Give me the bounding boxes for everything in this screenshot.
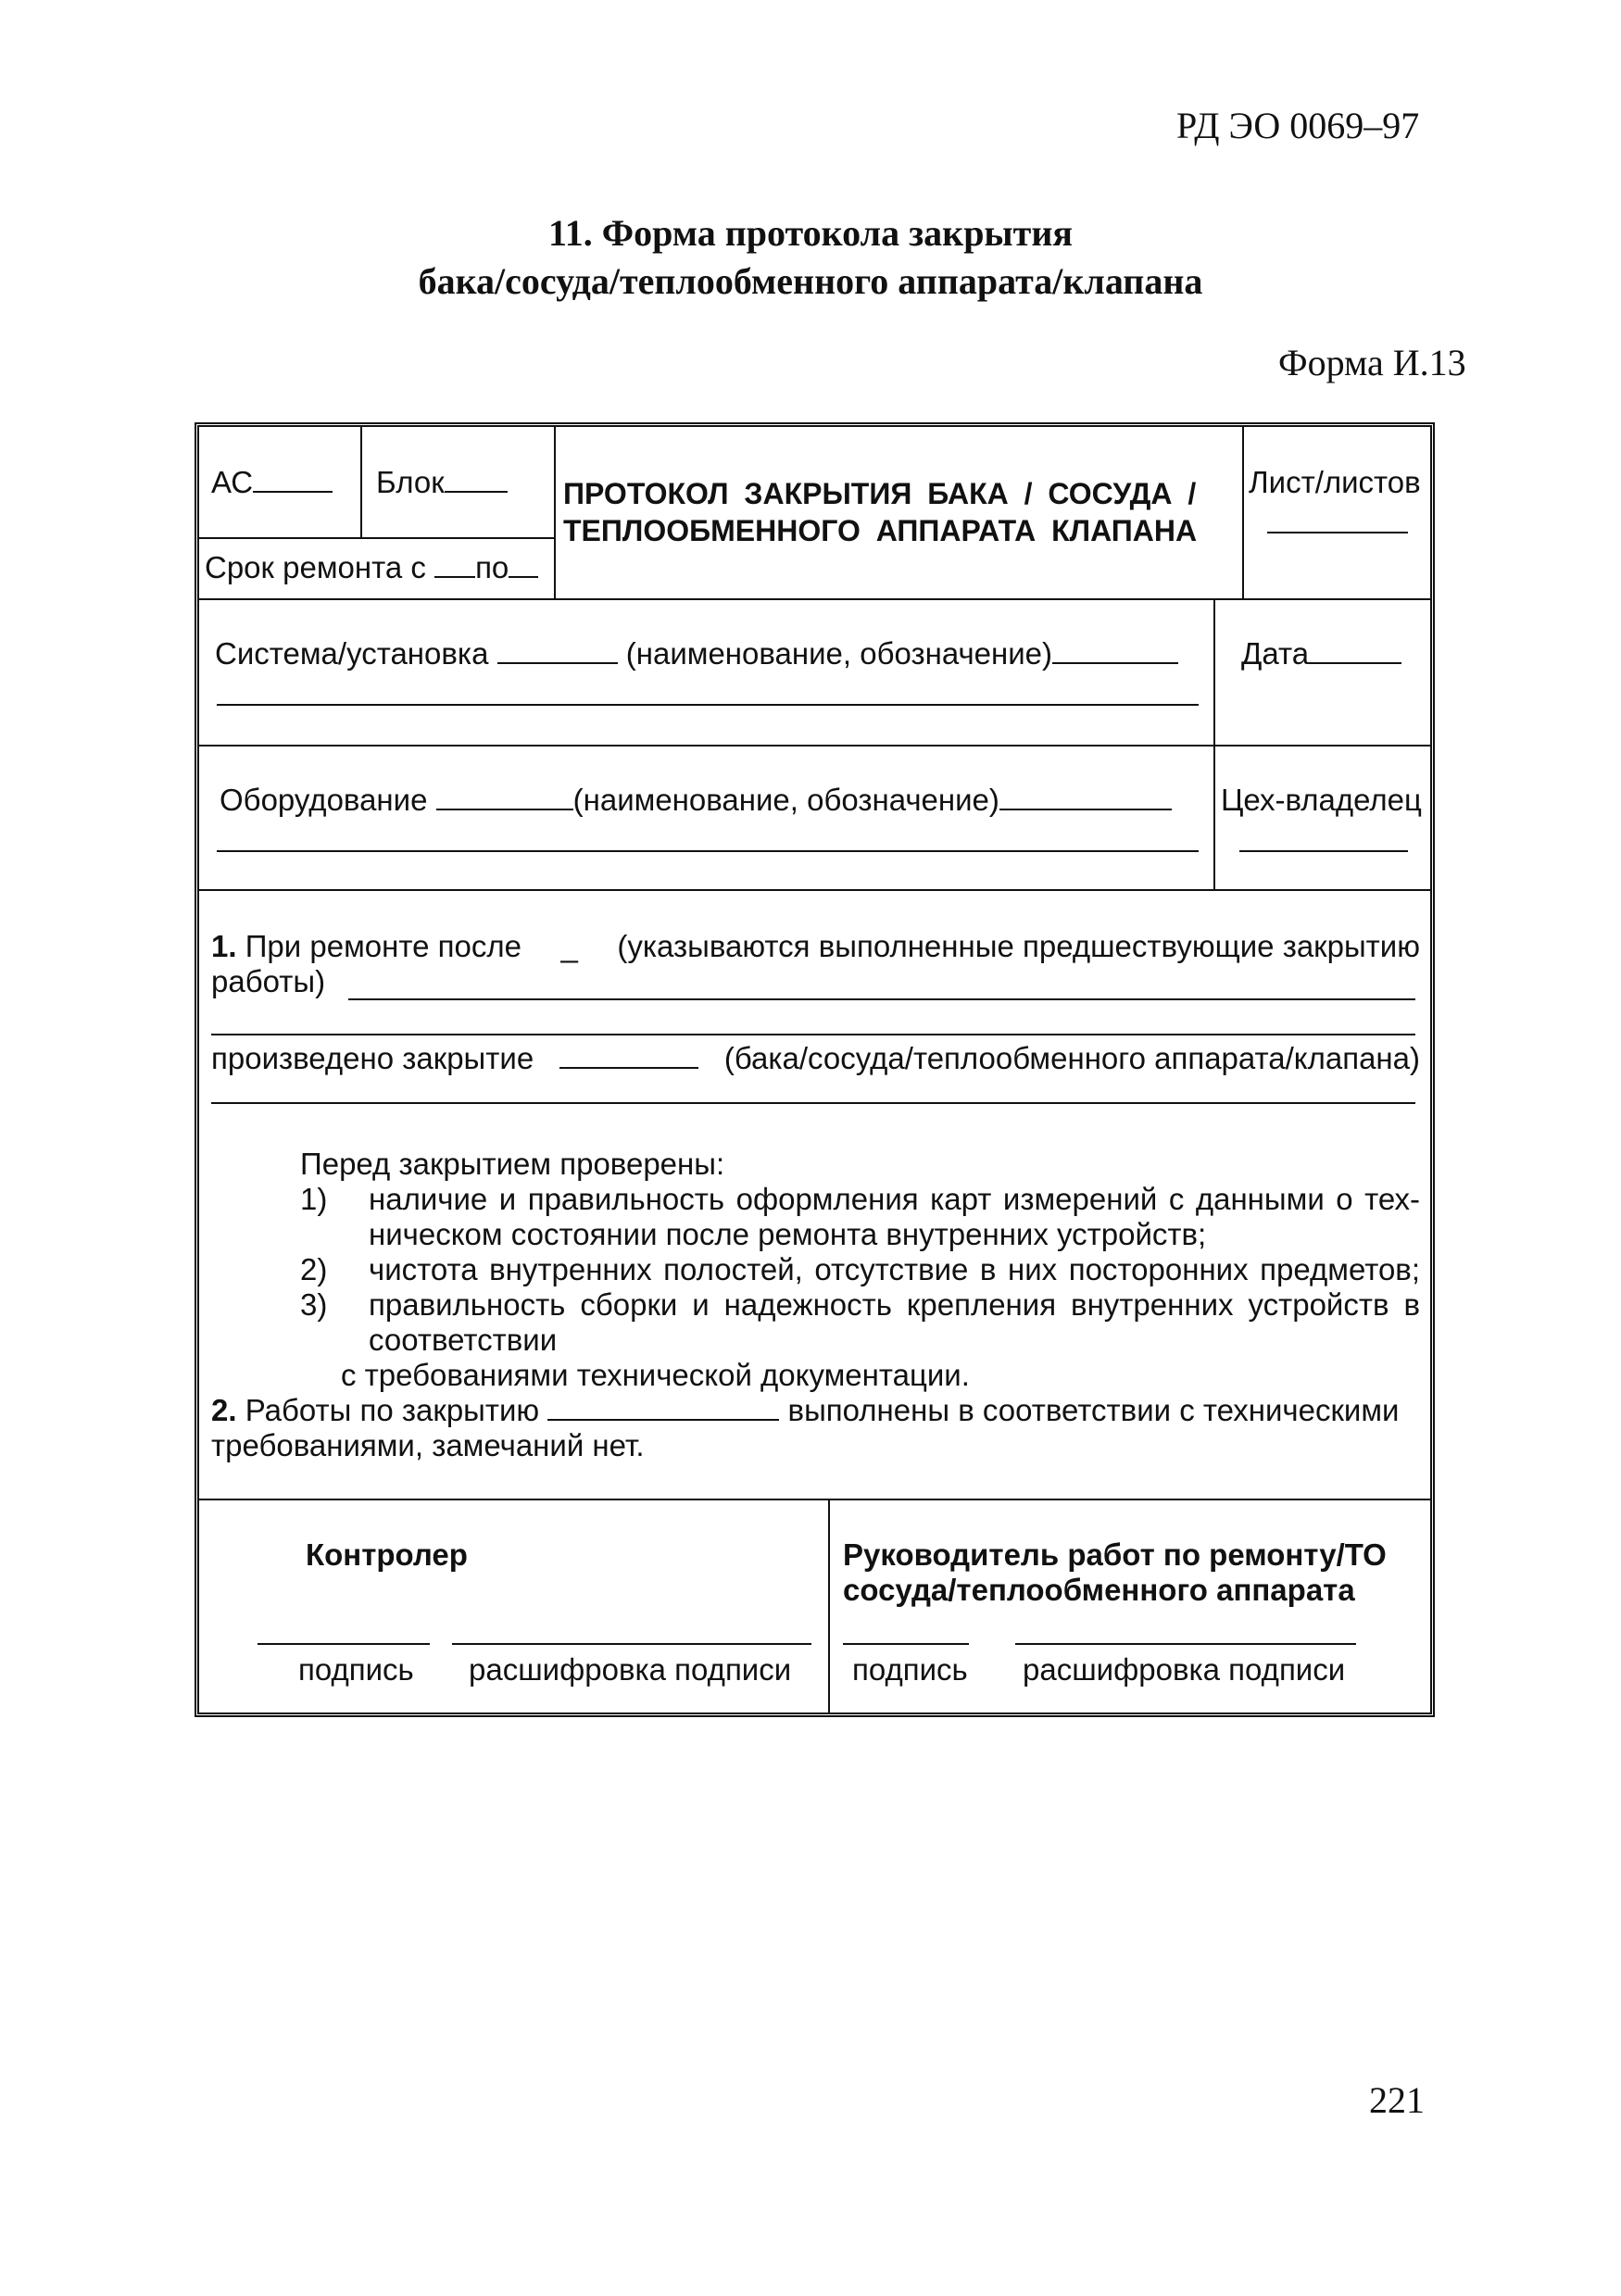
section1-line1: 1. При ремонте после _ (указываются выполненные предшествующие закрытию xyxy=(211,929,1420,963)
divider xyxy=(198,1499,1431,1500)
document-code: РД ЭО 0069–97 xyxy=(1176,105,1420,146)
controller-sign-label: подпись xyxy=(298,1652,414,1687)
section2-line2: требованиями, замечаний нет. xyxy=(211,1428,645,1462)
page-title-line2: бака/сосуда/теплообменного аппарата/клапана xyxy=(418,260,1203,302)
controller-decode-label: расшифровка подписи xyxy=(469,1652,792,1687)
divider xyxy=(360,426,362,539)
equipment-input-line[interactable] xyxy=(217,850,1199,852)
as-label: АС xyxy=(211,465,254,499)
section2-line1: 2. Работы по закрытию выполнены в соответствии с техническими xyxy=(211,1393,1400,1427)
divider xyxy=(198,745,1431,747)
controller-sign-line[interactable] xyxy=(258,1643,430,1645)
section1-closure: произведено закрытие (бака/сосуда/теплообменного аппарата/клапана) xyxy=(211,1041,1420,1075)
check-2-line1: чистота внутренних полостей, отсутствие в них посторонних предметов; xyxy=(369,1252,1420,1286)
equipment-hint: (наименование, обозначение) xyxy=(572,783,999,817)
divider xyxy=(198,598,1431,600)
system-hint: (наименование, обозначение) xyxy=(625,636,1053,671)
protocol-title-line1: ПРОТОКОЛ ЗАКРЫТИЯ БАКА / СОСУДА / xyxy=(563,477,1197,510)
controller-decode-line[interactable] xyxy=(452,1643,811,1645)
manager-sign-line[interactable] xyxy=(843,1643,969,1645)
date-field[interactable] xyxy=(1241,636,1401,671)
divider xyxy=(198,889,1431,891)
block-field[interactable] xyxy=(376,465,508,500)
closure-input-line[interactable] xyxy=(211,1102,1415,1104)
repair-period-label: Срок ремонта с xyxy=(205,550,426,584)
sheets-label: Лист/листов xyxy=(1249,465,1421,499)
section1-line2: работы) xyxy=(211,964,326,998)
works-input-line-2[interactable] xyxy=(211,1034,1415,1035)
sheets-input-line[interactable] xyxy=(1267,532,1408,533)
system-field[interactable] xyxy=(215,636,1178,671)
controller-title: Контролер xyxy=(306,1537,468,1572)
check-1-num: 1) xyxy=(300,1182,328,1216)
checks-tail: с требованиями технической документации. xyxy=(341,1358,970,1392)
manager-decode-line[interactable] xyxy=(1015,1643,1356,1645)
check-3-line2: соответствии xyxy=(369,1323,558,1357)
system-label: Система/установка xyxy=(215,636,489,671)
check-1-line1: наличие и правильность оформления карт измерений с данными о тех- xyxy=(369,1182,1420,1216)
check-1-line2: ническом состоянии после ремонта внутренних устройств; xyxy=(369,1217,1207,1251)
check-3-num: 3) xyxy=(300,1287,328,1322)
divider xyxy=(828,1499,830,1713)
check-3-line1: правильность сборки и надежность крепления внутренних устройств в xyxy=(369,1287,1420,1322)
date-label: Дата xyxy=(1241,636,1310,671)
block-label: Блок xyxy=(376,465,445,499)
manager-title-line2: сосуда/теплообменного аппарата xyxy=(843,1573,1355,1607)
checks-intro: Перед закрытием проверены: xyxy=(300,1147,725,1181)
divider xyxy=(554,426,556,600)
works-input-line[interactable] xyxy=(348,998,1415,1000)
system-input-line[interactable] xyxy=(217,704,1199,706)
divider xyxy=(198,537,555,539)
equipment-label: Оборудование xyxy=(220,783,428,817)
check-2-num: 2) xyxy=(300,1252,328,1286)
manager-title-line1: Руководитель работ по ремонту/ТО xyxy=(843,1537,1387,1572)
page-number: 221 xyxy=(1369,2079,1425,2121)
workshop-input-line[interactable] xyxy=(1239,850,1408,852)
repair-period-to: по xyxy=(475,550,509,584)
divider xyxy=(1242,426,1244,600)
workshop-label: Цех-владелец xyxy=(1221,783,1422,817)
repair-period-field[interactable] xyxy=(205,550,538,585)
as-field[interactable] xyxy=(211,465,333,500)
protocol-title-line2: ТЕПЛООБМЕННОГО АППАРАТА КЛАПАНА xyxy=(563,514,1198,547)
form-number: Форма И.13 xyxy=(1278,342,1466,383)
manager-sign-label: подпись xyxy=(852,1652,968,1687)
manager-decode-label: расшифровка подписи xyxy=(1023,1652,1346,1687)
equipment-field[interactable] xyxy=(220,783,1172,818)
page-title-line1: 11. Форма протокола закрытия xyxy=(547,212,1073,254)
